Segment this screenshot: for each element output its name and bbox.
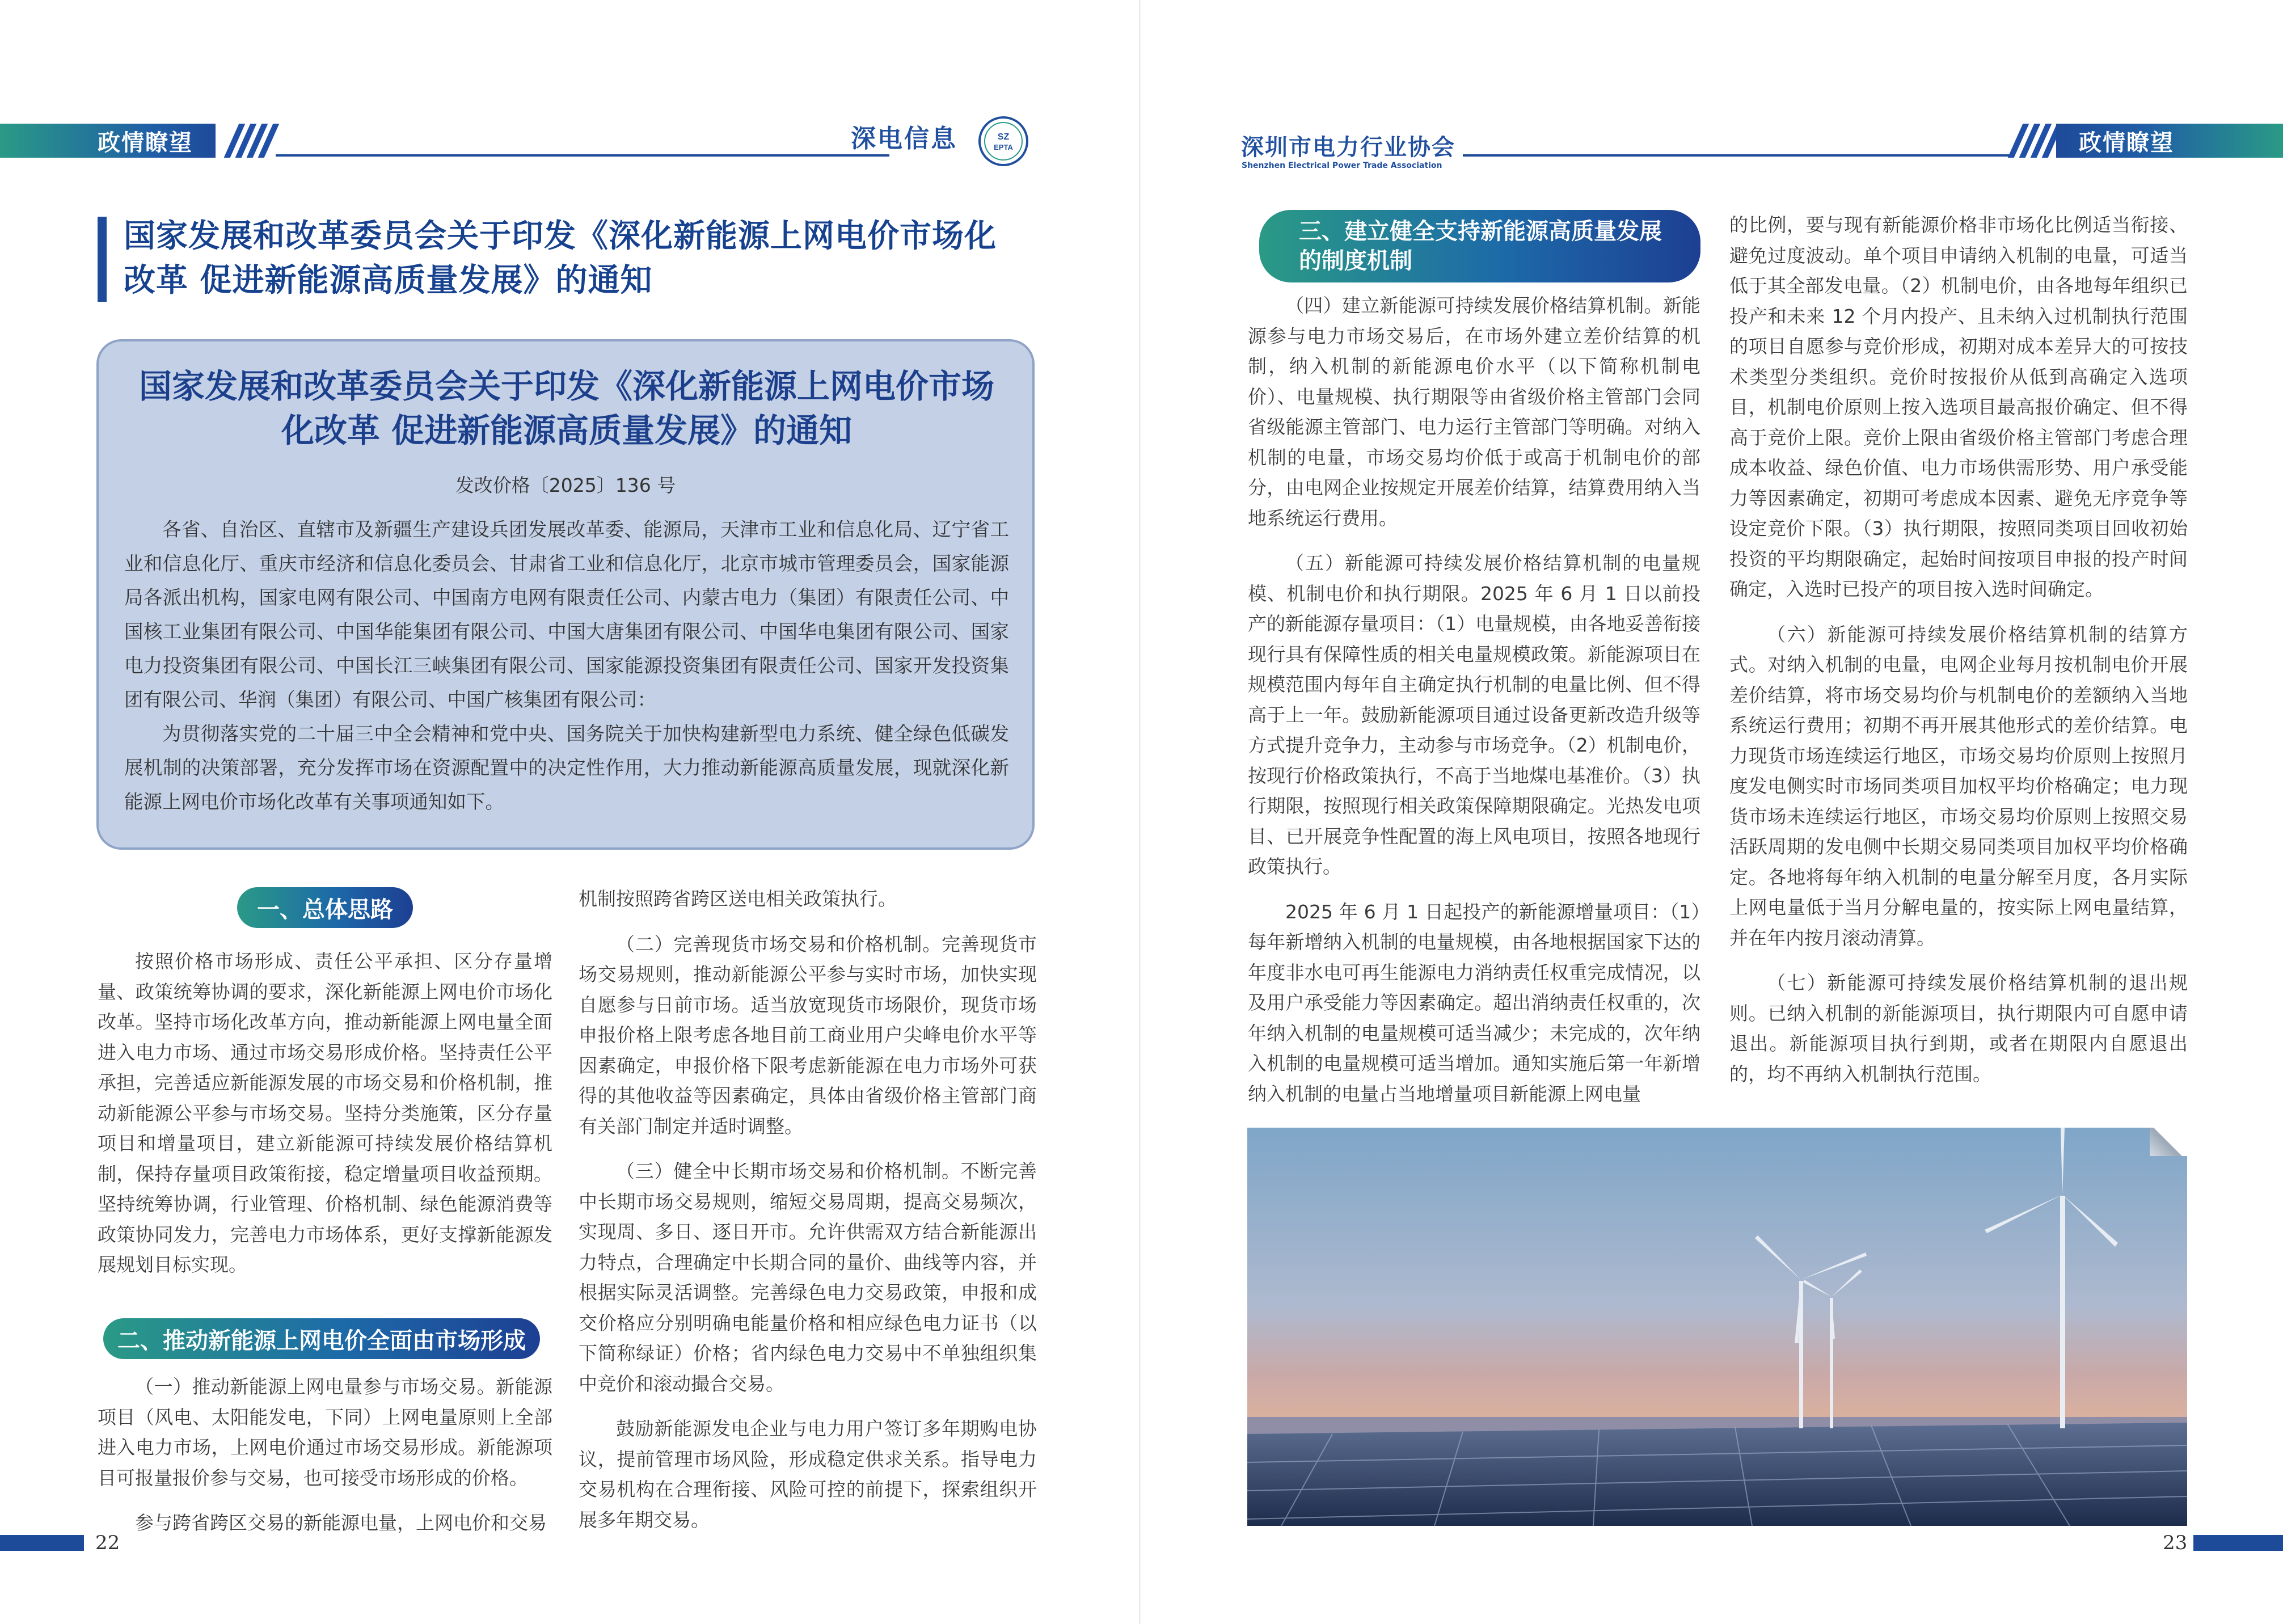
left-column-1-lower	[98, 1372, 552, 1553]
notice-addressees: 各省、自治区、直辖市及新疆生产建设兵团发展改革委、能源局，天津市工业和信息化局、辽宁省工业和信息化厅、重庆市经济和信息化委员会、甘肃省工业和信息化厅，北京市城市管理委员会，国家能源局各派出机构，国家电网有限公司、中国南方电网有限责任公司、内蒙古电力（集团）有限责任公司、中国核工业集团有限公司、中国华能集团有限公司、中国大唐集团有限公司、中国华电集团有限公司、国家电力投资集团有限公司、中国长江三峡集团有限公司、国家能源投资集团有限责任公司、国家开发投资集团有限公司、华润（集团）有限公司、中国广核集团有限公司：	[124, 518, 1009, 711]
header-stripes-right	[2015, 124, 2056, 158]
section-heading-1: 一、总体思路	[237, 887, 413, 928]
paragraph-cross-region-b: 机制按照跨省跨区送电相关政策执行。	[579, 888, 897, 910]
paragraph-spot-market: （二）完善现货市场交易和价格机制。完善现货市场交易规则，推动新能源公平参与实时市场，加快实现自愿参与日前市场。适当放宽现货市场限价，现货市场申报价格上限考虑各地目前工商业用户尖峰电价水平等因素确定，申报价格下限考虑新能源在电力市场外可获得的其他收益等因素确定，具体由省级价格主管部门商有关部门制定并适时调整。	[579, 933, 1037, 1137]
svg-text:EPTA: EPTA	[994, 143, 1013, 151]
paragraph-long-term-market: （三）健全中长期市场交易和价格机制。不断完善中长期市场交易规则，缩短交易周期，提高交易频次，实现周、多日、逐日开市。允许供需双方结合新能源出力特点，合理确定中长期合同的量价、曲线等内容，并根据实际灵活调整。完善绿色电力交易政策，申报和成交价格应分别明确电能量价格和相应绿色电力证书（以下简称绿证）价格；省内绿色电力交易中不单独组织集中竞价和滚动撮合交易。	[579, 1160, 1037, 1395]
paragraph-market-participation: （一）推动新能源上网电量参与市场交易。新能源项目（风电、太阳能发电，下同）上网电量原则上全部进入电力市场，上网电价通过市场交易形成。新能源项目可报量报价参与交易，也可接受市场形成的价格。	[98, 1376, 552, 1489]
right-column-2	[1729, 210, 2188, 1104]
right-column-1	[1248, 290, 1700, 1124]
notice-title: 国家发展和改革委员会关于印发《深化新能源上网电价市场化改革 促进新能源高质量发展》的通知	[138, 367, 994, 450]
paragraph-multi-year-agreements: 鼓励新能源发电企业与电力用户签订多年期购电协议，提前管理市场风险，形成稳定供求关系。指导电力交易机构在合理衔接、风险可控的前提下，探索组织开展多年期交易。	[579, 1418, 1037, 1531]
section-tag-right: 政情瞭望	[2056, 124, 2283, 158]
article-title: 国家发展和改革委员会关于印发《深化新能源上网电价市场化改革 促进新能源高质量发展》的通知	[124, 218, 997, 299]
paragraph-new-projects-a: 2025 年 6 月 1 日起投产的新能源增量项目：（1）每年新增纳入机制的电量规模，由各地根据国家下达的年度非水电可再生能源电力消纳责任权重完成情况，以及用户承受能力等因素确定。超出消纳责任权重的，次年纳入机制的电量规模可适当减少；未完成的，次年纳入机制的电量规模可适当增加。通知实施后第一年新增纳入机制的电量占当地增量项目新能源上网电量	[1248, 900, 1700, 1105]
document-number: 发改价格〔2025〕136 号	[455, 474, 676, 496]
paragraph-cross-region-a: 参与跨省跨区交易的新能源电量，上网电价和交易	[135, 1512, 547, 1534]
notice-box	[96, 339, 1035, 850]
logo-emblem	[978, 116, 1029, 167]
page-curl	[2150, 1128, 2187, 1156]
left-column-1	[98, 946, 552, 1295]
left-column-2	[579, 884, 1037, 1550]
paragraph-new-projects-b: 的比例，要与现有新能源价格非市场化比例适当衔接、避免过度波动。单个项目申请纳入机制的电量，可适当低于其全部发电量。（2）机制电价，由各地每年组织已投产和未来 12 个月内投产、且未纳入过机制执行范围的项目自愿参与竞价形成，初期对成本差异大的可按技术类型分类组织。竞价时按报价从低到高确定入选项目，机制电价原则上按入选项目最高报价确定、但不得高于竞价上限。竞价上限由省级价格主管部门考虑合理成本收益、绿色价值、电力市场供需形势、用户承受能力等因素确定，初期可考虑成本因素、避免无序竞争等设定竞价下限。（3）执行期限，按照同类项目回收初始投资的平均期限确定，起始时间按项目申报的投产时间确定，入选时已投产的项目按入选时间确定。	[1729, 214, 2188, 600]
section-heading-2: 二、推动新能源上网电价全面由市场形成	[103, 1318, 540, 1359]
header-stripes-left	[231, 124, 272, 158]
left-page	[0, 0, 1141, 1624]
paragraph-settlement-mechanism: （四）建立新能源可持续发展价格结算机制。新能源参与电力市场交易后，在市场外建立差价结算的机制，纳入机制的新能源电价水平（以下简称机制电价）、电量规模、执行期限等由省级价格主管部门会同省级能源主管部门、电力运行主管部门等明确。对纳入机制的电量，市场交易均价低于或高于机制电价的部分，由电网企业按规定开展差价结算，结算费用纳入当地系统运行费用。	[1248, 294, 1700, 529]
section-heading-3: 三、建立健全支持新能源高质量发展的制度机制	[1259, 210, 1700, 282]
notice-body	[124, 513, 1009, 819]
paragraph-settlement-method: （六）新能源可持续发展价格结算机制的结算方式。对纳入机制的电量，电网企业每月按机制电价开展差价结算，将市场交易均价与机制电价的差额纳入当地系统运行费用；初期不再开展其他形式的差价结算。电力现货市场连续运行地区，市场交易均价原则上按照月度发电侧实时市场同类项目加权平均价格确定；电力现货市场未连续运行地区，市场交易均价原则上按照交易活跃周期的发电侧中长期交易同类项目加权平均价格确定。各地将每年纳入机制的电量分解至月度，各月实际上网电量低于当月分解电量的，按实际上网电量结算，并在年内按月滚动清算。	[1729, 623, 2188, 949]
page-number-left: 22	[95, 1532, 120, 1554]
title-accent-bar	[98, 217, 107, 302]
brand-name-left: 深电信息	[851, 124, 957, 153]
wind-solar-photo	[1247, 1128, 2187, 1526]
paragraph-exit-rules: （七）新能源可持续发展价格结算机制的退出规则。已纳入机制的新能源项目，执行期限内可自愿申请退出。新能源项目执行到期，或者在期限内自愿退出的，均不再纳入机制执行范围。	[1729, 972, 2188, 1085]
svg-text:SZ: SZ	[997, 132, 1010, 142]
paragraph-general-approach: 按照价格市场形成、责任公平承担、区分存量增量、政策统筹协调的要求，深化新能源上网电价市场化改革。坚持市场化改革方向，推动新能源上网电量全面进入电力市场、通过市场交易形成价格。坚持责任公平承担，完善适应新能源发展的市场交易和价格机制，推动新能源公平参与市场交易。坚持分类施策，区分存量项目和增量项目，建立新能源可持续发展价格结算机制，保持存量项目政策衔接，稳定增量项目收益预期。坚持统筹协调，行业管理、价格机制、绿色能源消费等政策协同发力，完善电力市场体系，更好支撑新能源发展规划目标实现。	[98, 950, 552, 1276]
footer-bar-right	[2193, 1535, 2283, 1551]
notice-intro: 为贯彻落实党的二十届三中全会精神和党中央、国务院关于加快构建新型电力系统、健全绿色低碳发展机制的决策部署，充分发挥市场在资源配置中的决定性作用，大力推动新能源高质量发展，现就深化新能源上网电价市场化改革有关事项通知如下。	[124, 723, 1009, 813]
header-rule-right	[1463, 154, 2010, 157]
association-name: 深圳市电力行业协会	[1241, 134, 1455, 161]
footer-bar-left	[0, 1535, 84, 1551]
page-number-right: 23	[2163, 1532, 2188, 1554]
header-rule-left	[276, 154, 889, 157]
section-tag-left: 政情瞭望	[0, 124, 216, 158]
paragraph-existing-projects: （五）新能源可持续发展价格结算机制的电量规模、机制电价和执行期限。2025 年 6 月 1 日以前投产的新能源存量项目：（1）电量规模，由各地妥善衔接现行具有保障性质的相关电量规模政策。新能源项目在规模范围内每年自主确定执行机制的电量比例、但不得高于上一年。鼓励新能源项目通过设备更新改造升级等方式提升竞争力，主动参与市场竞争。（2）机制电价，按现行价格政策执行，不高于当地煤电基准价。（3）执行期限，按照现行相关政策保障期限确定。光热发电项目、已开展竞争性配置的海上风电项目，按照各地现行政策执行。	[1248, 552, 1700, 878]
association-name-en: Shenzhen Electrical Power Trade Association	[1242, 161, 1442, 170]
